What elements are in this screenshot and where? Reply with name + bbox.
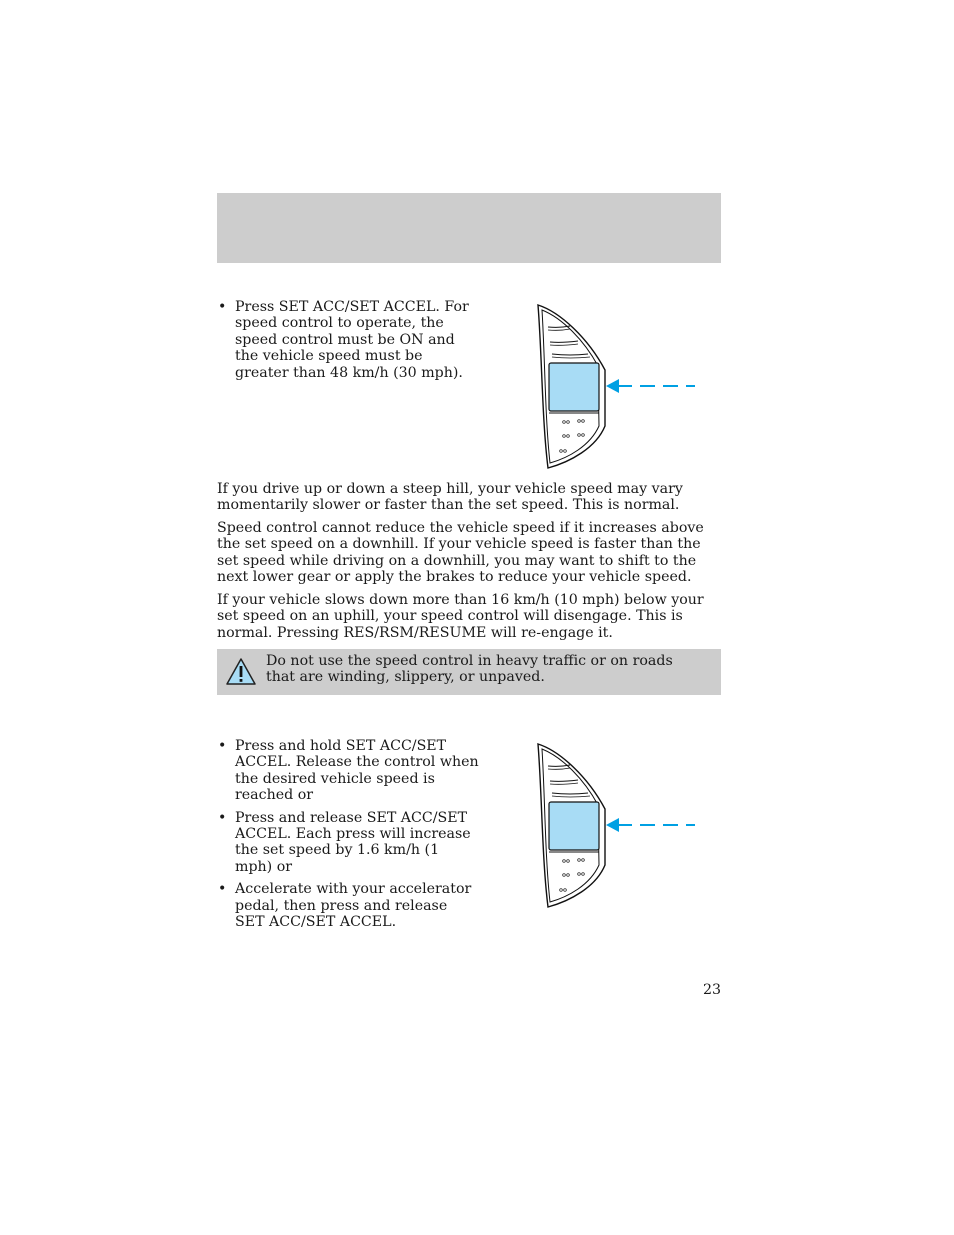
bullet-text: Press and hold SET ACC/SET ACCEL. Release the control when the desired vehicle speed is reached or [235,738,479,804]
list-item: • Accelerate with your accelerator pedal, then press and release SET ACC/SET ACCEL. [218,881,472,931]
pointer-arrow-icon [606,818,695,832]
bullet-text: Accelerate with your accelerator pedal, then press and release SET ACC/SET ACCEL. [235,881,472,931]
set-accel-button-highlight [549,802,599,850]
paragraph-downhill: Speed control cannot reduce the vehicle speed if it increases above the set speed on a downhill. If your vehicle speed is faster than the set speed while driving on a downhill, you may want to shift to the next lower gear or apply the brakes to reduce your vehicle speed. [217,520,704,586]
paragraph-steep-hill: If you drive up or down a steep hill, your vehicle speed may vary momentarily slower or faster than the set speed. This is normal. [217,481,683,514]
steering-wheel-control-illustration [530,300,705,472]
list-item: • Press SET ACC/SET ACCEL. For speed control to operate, the speed control must be ON and the vehicle speed must be greater than 48 km/h (30 mph). [218,299,469,381]
bullet-text: Press SET ACC/SET ACCEL. For speed control to operate, the speed control must be ON and the vehicle speed must be greater than 48 km/h (30 mph). [235,299,469,381]
header-band [217,193,721,263]
bullet-text: Press and release SET ACC/SET ACCEL. Each press will increase the set speed by 1.6 km/h (1 mph) or [235,809,471,875]
bullet-list-2 [217,738,479,936]
bullet-list-1 [217,299,479,387]
set-accel-button-highlight [549,363,599,411]
steering-wheel-control-illustration [530,739,705,911]
pointer-arrow-icon [606,379,695,393]
page-number: 23 [702,982,721,998]
warning-triangle-icon [225,657,257,687]
list-item: • Press and release SET ACC/SET ACCEL. Each press will increase the set speed by 1.6 km/h (1 mph) or [218,809,471,875]
warning-box [217,649,721,695]
warning-text: Do not use the speed control in heavy traffic or on roads that are winding, slippery, or unpaved. [266,653,673,686]
list-item: • Press and hold SET ACC/SET ACCEL. Release the control when the desired vehicle speed is reached or [218,738,479,804]
paragraph-uphill: If your vehicle slows down more than 16 km/h (10 mph) below your set speed on an uphill, your speed control will disengage. This is normal. Pressing RES/RSM/RESUME will re-engage it. [217,592,704,641]
